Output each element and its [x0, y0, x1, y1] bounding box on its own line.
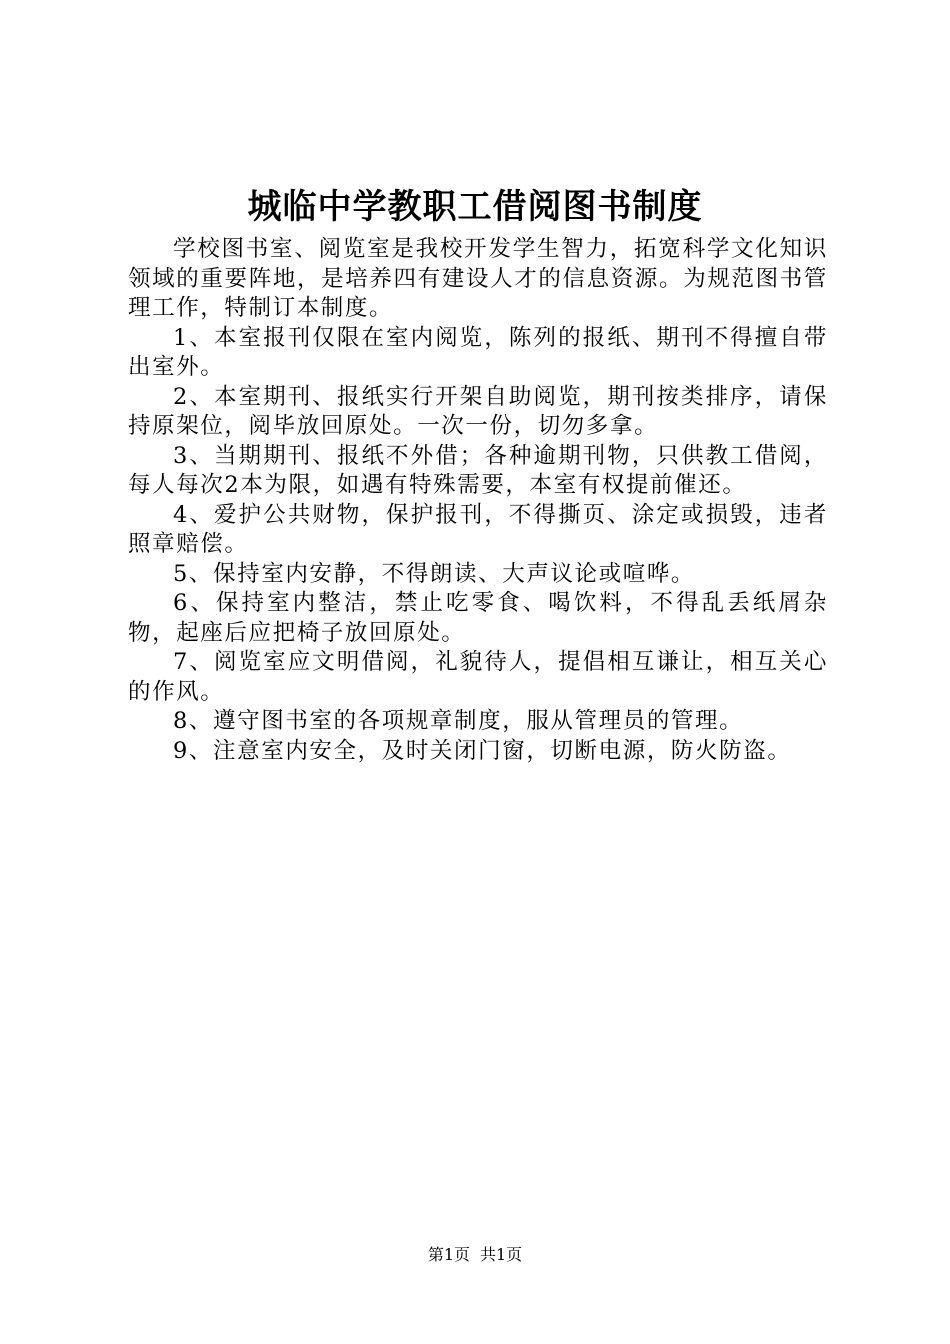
rule-paragraph-1: 1、本室报刊仅限在室内阅览，陈列的报纸、期刊不得擅自带出室外。	[128, 324, 828, 380]
rule-paragraph-5: 5、保持室内安静，不得朗读、大声议论或喧哗。	[173, 560, 696, 587]
rule-paragraph-3: 3、当期期刊、报纸不外借；各种逾期刊物，只供教工借阅，每人每次2本为限，如遇有特殊需要，本室有权提前催还。	[128, 442, 828, 498]
rule-paragraph-2: 2、本室期刊、报纸实行开架自助阅览，期刊按类排序，请保持原架位，阅毕放回原处。一次一份，切勿多拿。	[128, 383, 828, 439]
intro-paragraph: 学校图书室、阅览室是我校开发学生智力，拓宽科学文化知识领域的重要阵地，是培养四有建设人才的信息资源。为规范图书管理工作，特制订本制度。	[128, 236, 828, 321]
rule-paragraph-8: 8、遵守图书室的各项规章制度，服从管理员的管理。	[173, 708, 744, 734]
document-title: 城临中学教职工借阅图书制度	[247, 187, 703, 227]
rule-paragraph-7: 7、阅览室应文明借阅，礼貌待人，提倡相互谦让，相互关心的作风。	[128, 649, 828, 705]
rule-paragraph-4: 4、爱护公共财物，保护报刊，不得撕页、涂定或损毁，违者照章赔偿。	[128, 501, 828, 557]
document-body	[128, 235, 828, 766]
page-number: 第1页	[427, 1245, 470, 1264]
rule-paragraph-6: 6、保持室内整洁，禁止吃零食、喝饮料，不得乱丢纸屑杂物，起座后应把椅子放回原处。	[128, 590, 828, 646]
page-total: 共1页	[480, 1245, 523, 1264]
rule-paragraph-9: 9、注意室内安全，及时关闭门窗，切断电源，防火防盗。	[173, 737, 792, 764]
page-footer	[0, 1244, 950, 1266]
